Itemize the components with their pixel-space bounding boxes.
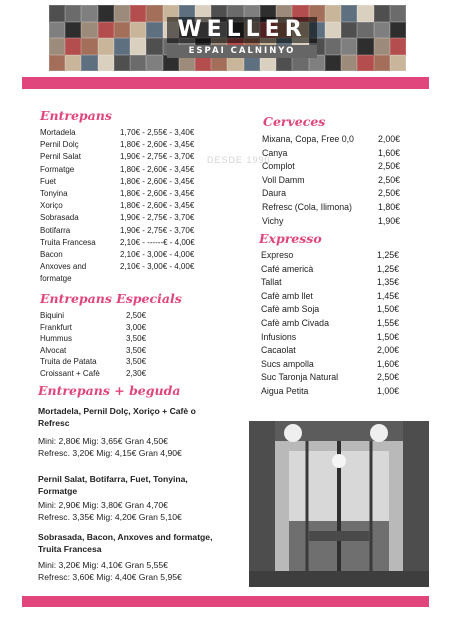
entrepans-item-price: 1,90€ - 2,75€ - 3,70€ — [120, 213, 195, 223]
expresso-item-name: Aigua Petita — [261, 385, 309, 396]
especials-row — [40, 356, 150, 368]
expresso-list — [261, 249, 399, 399]
combo-3-price-mini: Mini: 3,20€ Mig: 4,10€ Gran 5,55€ — [38, 560, 168, 570]
entrepans-item-name: Fuet — [40, 176, 57, 186]
logo-subtitle: ESPAI CALNINYO — [167, 45, 317, 58]
especials-item-name: Biquini — [40, 311, 65, 320]
cerveses-row — [262, 133, 400, 147]
entrepans-row — [40, 237, 206, 249]
especials-item-name: Frankfurt — [40, 322, 73, 332]
especials-item-name: Croissant + Cafè — [40, 368, 100, 378]
expresso-item-price: 1,00€ — [376, 385, 399, 396]
expresso-row — [261, 290, 399, 304]
cerveses-row — [262, 187, 400, 201]
combo-2-price-refresc: Refresc. 3,35€ Mig: 4,20€ Gran 5,10€ — [38, 512, 182, 522]
entrepans-item-name: Anxoves and — [40, 262, 87, 272]
cerveses-item-price: 2,50€ — [377, 161, 400, 172]
entrepans-row — [40, 200, 206, 212]
expresso-item-name: Cafè amb llet — [261, 290, 313, 301]
entrepans-item-name: Pernil Salat — [40, 152, 81, 162]
expresso-row — [261, 371, 399, 385]
especials-item-name: Hummus — [40, 334, 73, 344]
cerveses-list — [262, 133, 400, 228]
entrepans-item-price: 1,80€ - 2,60€ - 3,45€ — [120, 164, 195, 174]
expresso-row — [261, 317, 399, 331]
cerveses-item-price: 1,60€ — [377, 147, 400, 158]
cerveses-item-price: 1,90€ — [377, 215, 400, 226]
especials-row — [40, 310, 150, 322]
cerveses-item-name: Mixana, Copa, Free 0,0 — [262, 134, 354, 144]
entrepans-item-name: Bacon — [40, 250, 63, 260]
entrepans-row — [40, 261, 206, 273]
entrepans-row — [40, 212, 206, 224]
cerveses-row — [262, 201, 400, 215]
especials-item-price: 3,50€ — [126, 334, 147, 344]
cerveses-item-name: Canya — [262, 147, 288, 158]
combo-1-title: Mortadela, Pernil Dolç, Xoriço + Cafè o Refresc — [38, 406, 196, 428]
entrepans-item-name: Xoriço — [40, 201, 63, 211]
expresso-row — [261, 358, 399, 372]
header-banner — [49, 5, 406, 71]
especials-row — [40, 368, 150, 380]
entrepans-item-price: 2,10€ - 3,00€ - 4,00€ — [120, 250, 195, 260]
cafe-photo-drawing — [249, 421, 429, 587]
cerveses-row — [262, 160, 400, 174]
combo-2 — [38, 473, 220, 523]
especials-item-price: 3,50€ — [126, 357, 147, 367]
expresso-row — [261, 276, 399, 290]
entrepans-item-price: 1,90€ - 2,75€ - 3,70€ — [120, 225, 195, 235]
expresso-item-name: Tallat — [261, 277, 282, 288]
entrepans-row — [40, 273, 206, 285]
expresso-item-price: 1,35€ — [376, 277, 399, 288]
cerveses-item-name: Daura — [262, 188, 286, 199]
expresso-row — [261, 331, 399, 345]
entrepans-item-price: 2,10€ - ------€ - 4,00€ — [120, 237, 195, 247]
entrepans-row — [40, 188, 206, 200]
cerveses-item-price: 2,50€ — [377, 188, 400, 199]
entrepans-item-name: Formatge — [40, 164, 75, 174]
cerveses-row — [262, 215, 400, 229]
beguda-heading: Entrepans + beguda — [38, 383, 181, 398]
entrepans-row — [40, 249, 206, 261]
expresso-item-price: 1,25€ — [376, 250, 399, 260]
especials-heading: Entrepans Especials — [40, 291, 182, 306]
expresso-item-name: Cacaolat — [261, 345, 296, 356]
combo-3-title: Sobrasada, Bacon, Anxoves and formatge, Truita Francesa — [38, 532, 213, 554]
expresso-item-price: 1,50€ — [376, 331, 399, 342]
entrepans-item-price: 1,80€ - 2,60€ - 3,45€ — [120, 176, 195, 186]
combo-3-price-refresc: Refresc: 3,60€ Mig: 4,40€ Gran 5,95€ — [38, 572, 182, 582]
cerveses-row — [262, 174, 400, 188]
entrepans-item-name: Pernil Dolç — [40, 140, 79, 150]
bottom-accent-bar — [22, 596, 429, 607]
cafe-photo — [249, 421, 429, 587]
entrepans-row — [40, 225, 206, 237]
cerveses-item-name: Complot — [262, 161, 295, 172]
cerveses-item-price: 2,50€ — [377, 174, 400, 185]
expresso-item-price: 2,50€ — [376, 372, 399, 383]
top-accent-bar — [22, 77, 429, 89]
entrepans-item-name: Truita Francesa — [40, 237, 96, 247]
expresso-item-name: Suc Taronja Natural — [261, 372, 339, 383]
cerveses-item-price: 1,80€ — [377, 201, 400, 212]
especials-item-price: 2,50€ — [126, 311, 147, 320]
expresso-item-price: 1,25€ — [376, 263, 399, 274]
especials-item-price: 3,50€ — [126, 345, 147, 355]
entrepans-item-price: 1,80€ - 2,60€ - 3,45€ — [120, 201, 195, 211]
expresso-row — [261, 249, 399, 263]
expresso-item-name: Café americà — [261, 263, 314, 274]
cerveses-item-name: Voll Damm — [262, 174, 305, 185]
combo-2-title: Pernil Salat, Botifarra, Fuet, Tonyina, Formatge — [38, 474, 188, 496]
expresso-item-name: Infusions — [261, 331, 297, 342]
entrepans-item-name: formatge — [40, 274, 72, 284]
cerveses-item-name: Vichy — [262, 215, 284, 226]
entrepans-row — [40, 176, 206, 188]
expresso-item-price: 1,60€ — [376, 358, 399, 369]
cerveses-row — [262, 147, 400, 161]
entrepans-row — [40, 139, 206, 151]
entrepans-list — [40, 127, 206, 286]
expresso-item-name: Expreso — [261, 250, 294, 260]
expresso-item-name: Cafè amb Civada — [261, 317, 329, 328]
logo-title: WELLER — [167, 17, 317, 43]
expresso-item-price: 1,50€ — [376, 304, 399, 315]
expresso-item-price: 1,55€ — [376, 317, 399, 328]
entrepans-row — [40, 151, 206, 163]
cerveses-item-name: Refresc (Cola, Ilimona) — [262, 201, 352, 212]
entrepans-heading: Entrepans — [40, 108, 112, 123]
entrepans-item-name: Sobrasada — [40, 213, 79, 223]
combo-1-price-mini: Mini: 2,80€ Mig: 3,65€ Gran 4,50€ — [38, 436, 168, 446]
entrepans-item-price — [120, 273, 206, 285]
expresso-item-name: Cafè amb Soja — [261, 304, 320, 315]
expresso-row — [261, 385, 399, 399]
combo-3 — [38, 531, 220, 583]
especials-item-name: Alvocat — [40, 345, 67, 355]
entrepans-item-name: Tonyina — [40, 189, 68, 199]
especials-row — [40, 333, 150, 345]
especials-row — [40, 322, 150, 334]
expresso-row — [261, 344, 399, 358]
especials-item-price: 3,00€ — [126, 322, 147, 332]
especials-row — [40, 345, 150, 357]
especials-item-price: 2,30€ — [126, 368, 147, 378]
entrepans-item-name: Botifarra — [40, 225, 71, 235]
expresso-item-price: 1,45€ — [376, 290, 399, 301]
entrepans-row — [40, 164, 206, 176]
entrepans-item-price: 1,70€ - 2,55€ - 3,40€ — [120, 128, 195, 137]
watermark: DESDE 1990 — [207, 155, 271, 165]
logo — [167, 17, 317, 58]
combo-1 — [38, 405, 220, 459]
entrepans-item-name: Mortadela — [40, 128, 76, 137]
combo-2-price-mini: Mini: 2,90€ Mig: 3,80€ Gran 4,70€ — [38, 500, 168, 510]
expresso-item-price: 2,00€ — [376, 345, 399, 356]
cerveses-item-price: 2,00€ — [377, 134, 400, 144]
entrepans-item-price: 1,80€ - 2,60€ - 3,45€ — [120, 189, 195, 199]
entrepans-item-price: 1,80€ - 2,60€ - 3,45€ — [120, 140, 195, 150]
expresso-row — [261, 303, 399, 317]
combo-1-price-refresc: Refresc. 3,20€ Mig: 4,15€ Gran 4,90€ — [38, 448, 182, 458]
expresso-item-name: Sucs ampolla — [261, 358, 314, 369]
cerveses-heading: Cerveces — [263, 114, 326, 129]
especials-list — [40, 310, 150, 380]
entrepans-row — [40, 127, 206, 139]
entrepans-item-price: 2,10€ - 3,00€ - 4,00€ — [120, 262, 195, 272]
expresso-row — [261, 263, 399, 277]
entrepans-item-price: 1,90€ - 2,75€ - 3,70€ — [120, 152, 195, 162]
expresso-heading: Expresso — [259, 231, 322, 246]
especials-item-name: Truita de Patata — [40, 357, 97, 367]
